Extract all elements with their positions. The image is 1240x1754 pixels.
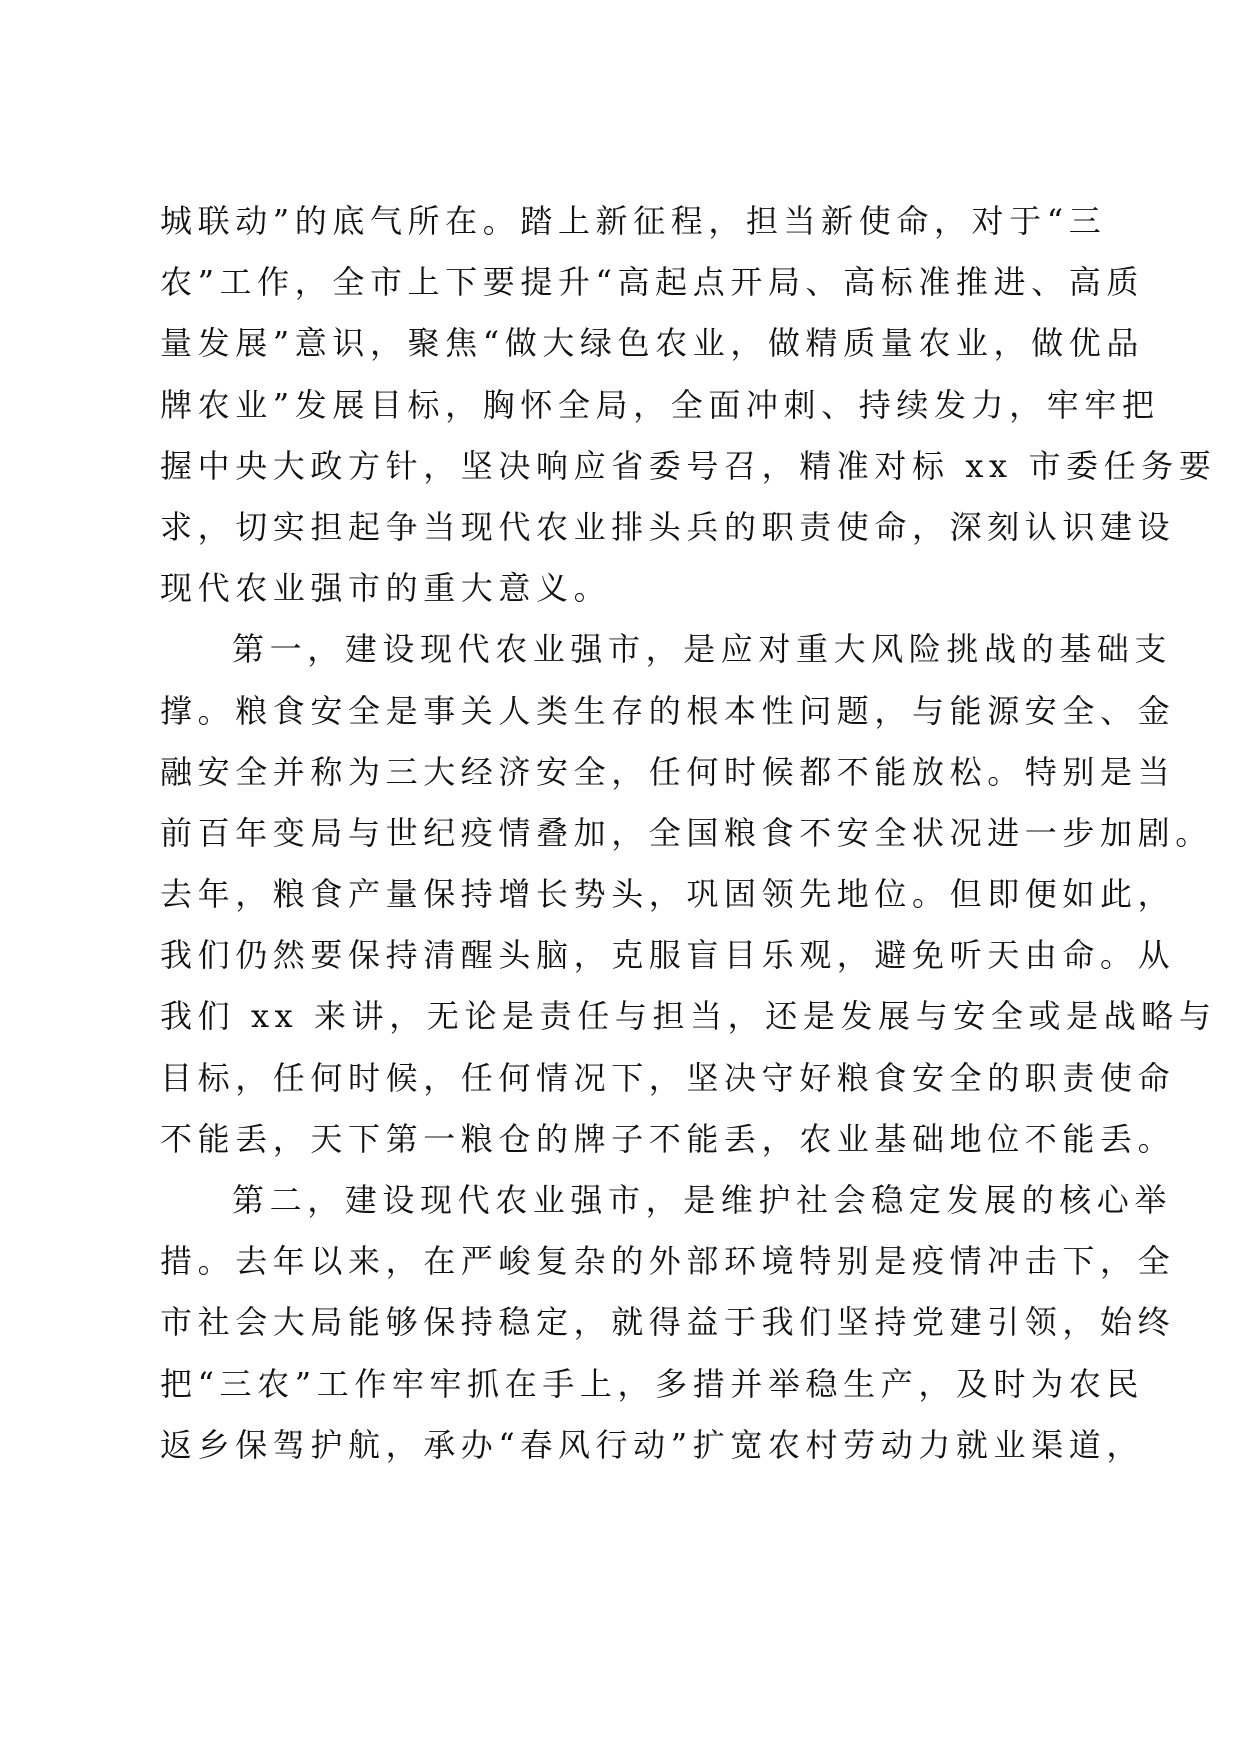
paragraph-first-line: 第二，建设现代农业强市，是维护社会稳定发展的核心举 (232, 1181, 1173, 1219)
text-line: 我们仍然要保持清醒头脑，克服盲目乐观，避免听天由命。从 (160, 936, 1176, 975)
text-line: 把“三农”工作牢牢抓在手上，多措并举稳生产，及时为农民 (160, 1364, 1144, 1403)
text-line: 我们 xx 来讲，无论是责任与担当，还是发展与安全或是战略与 (160, 997, 1217, 1036)
text-line: 农”工作，全市上下要提升“高起点开局、高标准推进、高质 (160, 263, 1144, 302)
text-line: 目标，任何时候，任何情况下，坚决守好粮食安全的职责使命 (160, 1058, 1176, 1097)
body-text (160, 191, 1217, 1476)
text-line: 前百年变局与世纪疫情叠加，全国粮食不安全状况进一步加剧。 (160, 813, 1213, 852)
paragraph-first-line: 第一，建设现代农业强市，是应对重大风险挑战的基础支 (232, 630, 1173, 669)
text-line: 量发展”意识，聚焦“做大绿色农业，做精质量农业，做优品 (160, 324, 1144, 363)
text-line: 求，切实担起争当现代农业排头兵的职责使命，深刻认识建设 (160, 507, 1176, 546)
text-line: 握中央大政方针，坚决响应省委号召，精准对标 xx 市委任务要 (160, 446, 1217, 485)
text-line: 市社会大局能够保持稳定，就得益于我们坚持党建引领，始终 (160, 1303, 1176, 1342)
text-line: 返乡保驾护航，承办“春风行动”扩宽农村劳动力就业渠道， (160, 1425, 1144, 1464)
text-line: 融安全并称为三大经济安全，任何时候都不能放松。特别是当 (160, 752, 1176, 791)
text-line: 措。去年以来，在严峻复杂的外部环境特别是疫情冲击下，全 (160, 1242, 1176, 1281)
text-line: 现代农业强市的重大意义。 (160, 569, 612, 608)
text-line: 城联动”的底气所在。踏上新征程，担当新使命，对于“三 (160, 202, 1107, 240)
text-line: 牌农业”发展目标，胸怀全局，全面冲刺、持续发力，牢牢把 (160, 385, 1160, 424)
text-line: 撑。粮食安全是事关人类生存的根本性问题，与能源安全、金 (160, 691, 1176, 730)
text-line: 去年，粮食产量保持增长势头，巩固领先地位。但即便如此， (160, 875, 1176, 914)
text-line: 不能丢，天下第一粮仓的牌子不能丢，农业基础地位不能丢。 (160, 1119, 1176, 1158)
